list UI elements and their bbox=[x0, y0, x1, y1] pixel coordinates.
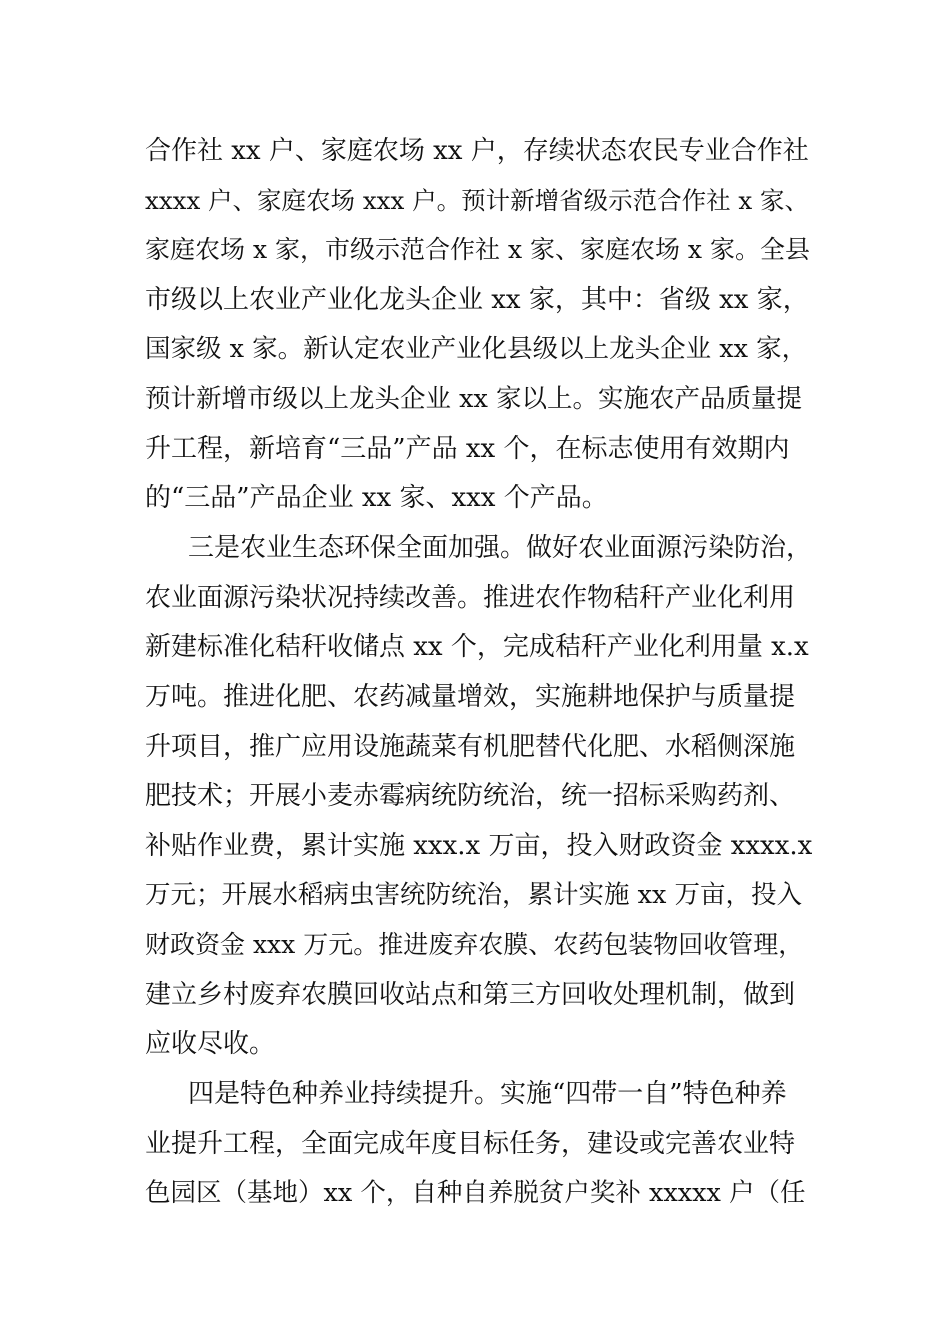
text-line: 肥技术；开展小麦赤霉病统防统治，统一招标采购药剂、 bbox=[145, 781, 796, 811]
text-line: 农业面源污染状况持续改善。推进农作物秸秆产业化利用 bbox=[145, 583, 796, 613]
text-line: 合作社 xx 户、家庭农场 xx 户，存续状态农民专业合作社 bbox=[145, 136, 809, 166]
text-line: 预计新增市级以上龙头企业 xx 家以上。实施农产品质量提 bbox=[145, 384, 802, 414]
text-line: 新建标准化秸秆收储点 xx 个，完成秸秆产业化利用量 x.x bbox=[145, 632, 809, 662]
text-line: 升工程，新培育“三品”产品 xx 个，在标志使用有效期内 bbox=[145, 434, 790, 464]
text-line: 市级以上农业产业化龙头企业 xx 家，其中：省级 xx 家， bbox=[145, 285, 809, 315]
text-line: 万吨。推进化肥、农药减量增效，实施耕地保护与质量提 bbox=[145, 682, 796, 712]
text-line: 补贴作业费，累计实施 xxx.x 万亩，投入财政资金 xxxx.x bbox=[145, 831, 813, 861]
text-line: 财政资金 xxx 万元。推进废弃农膜、农药包装物回收管理， bbox=[145, 930, 804, 959]
text-line: 升项目，推广应用设施蔬菜有机肥替代化肥、水稻侧深施 bbox=[145, 732, 796, 762]
text-line: 建立乡村废弃农膜回收站点和第三方回收处理机制，做到 bbox=[145, 980, 796, 1010]
paragraph-start-line: 四是特色种养业持续提升。实施“四带一自”特色种养 bbox=[188, 1079, 787, 1109]
text-line: 家庭农场 x 家，市级示范合作社 x 家、家庭农场 x 家。全县 bbox=[145, 235, 810, 264]
text-line: 的“三品”产品企业 xx 家、xxx 个产品。 bbox=[145, 483, 608, 513]
text-line: xxxx 户、家庭农场 xxx 户。预计新增省级示范合作社 x 家、 bbox=[145, 186, 809, 215]
text-line: 业提升工程，全面完成年度目标任务，建设或完善农业特 bbox=[145, 1129, 796, 1159]
text-line: 万元；开展水稻病虫害统防统治，累计实施 xx 万亩，投入 bbox=[145, 880, 802, 910]
paragraph-start-line: 三是农业生态环保全面加强。做好农业面源污染防治， bbox=[188, 533, 813, 563]
text-line: 国家级 x 家。新认定农业产业化县级以上龙头企业 xx 家， bbox=[145, 334, 808, 364]
text-line: 应收尽收。 bbox=[145, 1029, 276, 1059]
text-line: 色园区（基地）xx 个，自种自养脱贫户奖补 xxxxx 户（任 bbox=[145, 1178, 806, 1208]
